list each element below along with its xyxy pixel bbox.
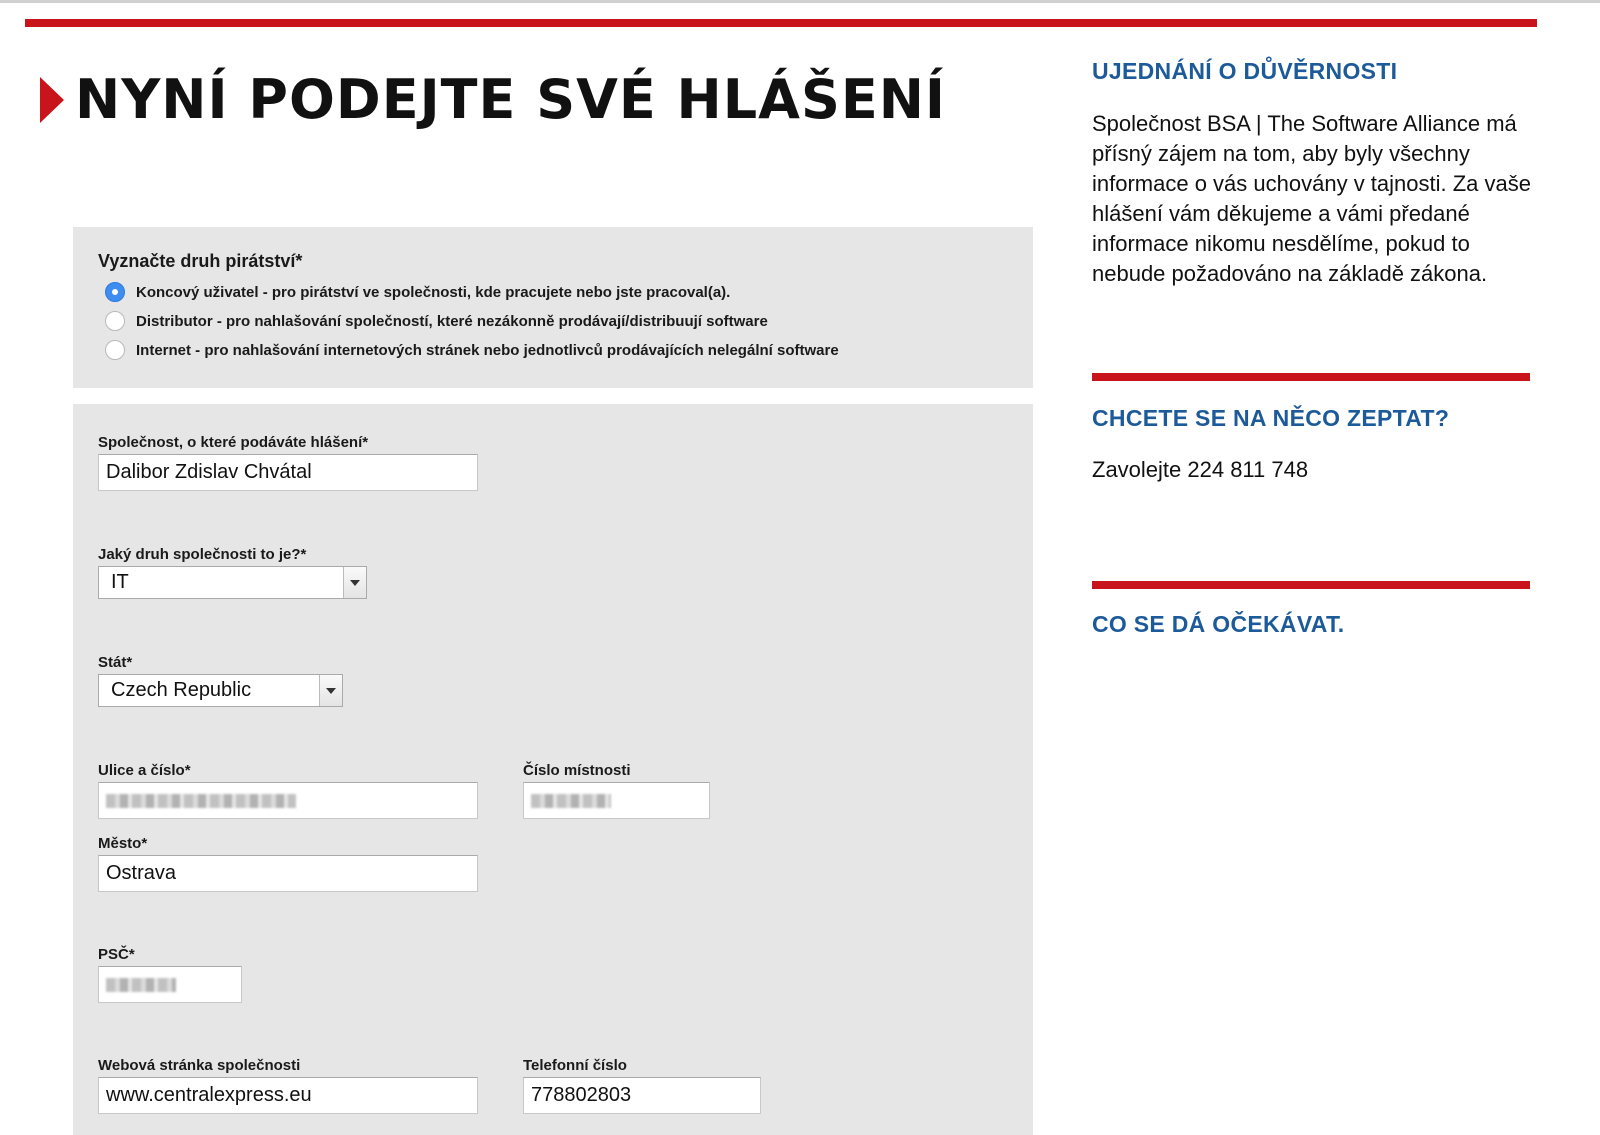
phone-input[interactable] bbox=[523, 1077, 761, 1114]
country-selected: Czech Republic bbox=[111, 679, 252, 701]
zip-label: PSČ* bbox=[98, 946, 135, 963]
website-input-value: www.centralexpress.eu bbox=[106, 1084, 312, 1106]
window-top-border bbox=[0, 0, 1600, 3]
city-input-value: Ostrava bbox=[106, 862, 177, 884]
city-label: Město* bbox=[98, 835, 148, 852]
page-title: NYNÍ PODEJTE SVÉ HLÁŠENÍ bbox=[75, 68, 947, 131]
question-title: CHCETE SE NA NĚCO ZEPTAT? bbox=[1092, 405, 1450, 431]
radio-internet-label: Internet - pro nahlašování internetových stránek nebo jednotlivců prodávajících nelegální software bbox=[136, 341, 839, 359]
company-input-value: Dalibor Zdislav Chvátal bbox=[106, 461, 312, 483]
radio-option-internet[interactable] bbox=[105, 340, 839, 360]
zip-redacted bbox=[106, 978, 176, 992]
privacy-title: UJEDNÁNÍ O DŮVĚRNOSTI bbox=[1092, 58, 1398, 84]
street-label: Ulice a číslo* bbox=[98, 762, 191, 779]
country-select[interactable] bbox=[98, 674, 343, 707]
radio-distributor[interactable] bbox=[105, 311, 125, 331]
piracy-type-legend: Vyznačte druh pirátství* bbox=[98, 251, 303, 271]
website-label: Webová stránka společnosti bbox=[98, 1057, 301, 1074]
company-label: Společnost, o které podáváte hlášení* bbox=[98, 434, 369, 451]
street-redacted bbox=[106, 794, 296, 808]
radio-end-user-label: Koncový uživatel - pro pirátství ve společnosti, kde pracujete nebo jste pracoval(a). bbox=[136, 283, 731, 301]
piracy-type-panel bbox=[73, 227, 1033, 388]
phone-input-value: 778802803 bbox=[531, 1084, 632, 1106]
chevron-down-icon[interactable] bbox=[343, 567, 366, 598]
radio-option-distributor[interactable] bbox=[105, 311, 768, 331]
website-input[interactable] bbox=[98, 1077, 478, 1114]
radio-option-end-user[interactable] bbox=[105, 282, 730, 302]
expect-title[interactable]: CO SE DÁ OČEKÁVAT. bbox=[1092, 611, 1345, 637]
company-type-select[interactable] bbox=[98, 566, 367, 599]
company-input[interactable] bbox=[98, 454, 478, 491]
company-type-label: Jaký druh společnosti to je?* bbox=[98, 546, 307, 563]
country-label: Stát* bbox=[98, 654, 133, 671]
radio-end-user[interactable] bbox=[105, 282, 125, 302]
radio-internet[interactable] bbox=[105, 340, 125, 360]
top-red-bar bbox=[25, 19, 1537, 27]
question-text: Zavolejte 224 811 748 bbox=[1092, 457, 1309, 482]
phone-label: Telefonní číslo bbox=[523, 1057, 627, 1074]
room-input[interactable] bbox=[523, 782, 710, 819]
privacy-text: Společnost BSA | The Software Alliance má přísný zájem na tom, aby byly všechny informace o vás uchovány v tajnosti. Za vaše hlášení vám děkujeme a vámi předané informace nikomu nesdělíme, pokud to nebude požadováno na základě zákona. bbox=[1092, 111, 1531, 286]
room-label: Číslo místnosti bbox=[523, 762, 631, 779]
street-input[interactable] bbox=[98, 782, 478, 819]
sidebar-divider-2 bbox=[1092, 581, 1530, 589]
city-input[interactable] bbox=[98, 855, 478, 892]
zip-input[interactable] bbox=[98, 966, 242, 1003]
report-form-panel bbox=[73, 404, 1033, 1135]
chevron-down-icon[interactable] bbox=[319, 675, 342, 706]
page-heading bbox=[40, 68, 946, 132]
room-redacted bbox=[531, 794, 611, 808]
sidebar-divider-1 bbox=[1092, 373, 1530, 381]
heading-arrow-icon bbox=[40, 77, 64, 123]
radio-distributor-label: Distributor - pro nahlašování společností, které nezákonně prodávají/distribuují software bbox=[136, 312, 768, 330]
company-type-selected: IT bbox=[111, 571, 129, 593]
